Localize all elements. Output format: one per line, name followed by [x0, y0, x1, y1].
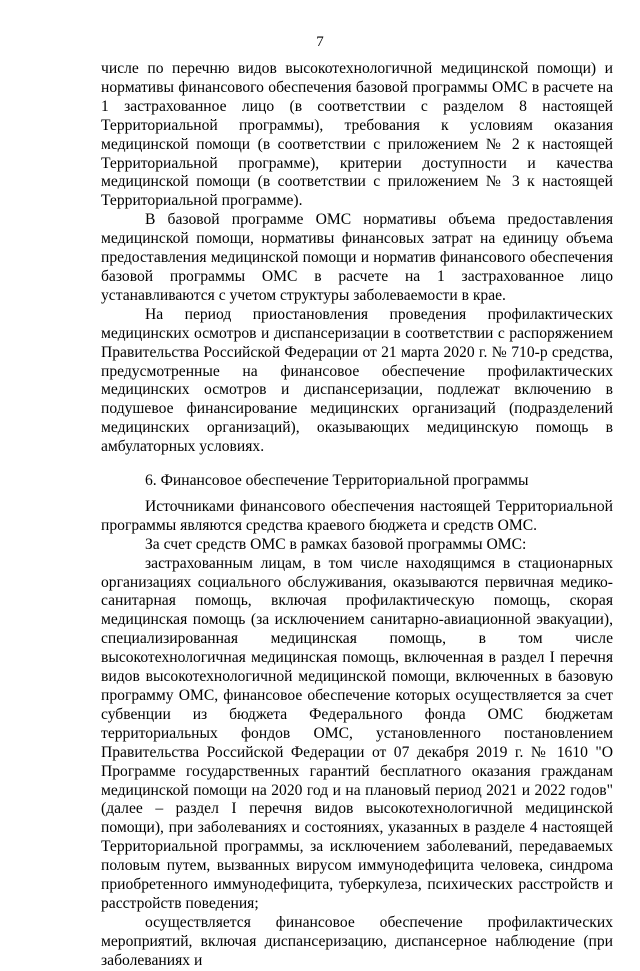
paragraph-preventive-measures: осуществляется финансовое обеспечение профилактических мероприятий, включая диспансеризацию, диспансерное наблюдение (при заболеваниях и [101, 913, 613, 969]
page-number: 7 [316, 34, 324, 50]
document-body [101, 60, 613, 971]
paragraph-suspension-period: На период приостановления проведения профилактических медицинских осмотров и диспансеризации в соответствии с распоряжением Правительства Российской Федерации от 21 марта 2020 г. № 710-р средства, предусмотренные на финансовое обеспечение профилактических медицинских осмотров и диспансеризации, подлежат включению в подушевое финансирование медицинских организаций (подразделений медицинских организаций), оказывающих медицинскую помощь в амбулаторных условиях. [101, 305, 613, 456]
section-heading-financing: 6. Финансовое обеспечение Территориальной программы [145, 472, 529, 490]
paragraph-oms-intro: За счет средств ОМС в рамках базовой программы ОМС: [145, 535, 527, 553]
paragraph-continuation: числе по перечню видов высокотехнологичной медицинской помощи) и нормативы финансового обеспечения базовой программы ОМС в расчете на 1 застрахованное лицо (в соответствии с разделом 8 настоящей Территориальной программы), требования к условиям оказания медицинской помощи (в соответствии с приложением № 2 к настоящей Территориальной программе), критерии доступности и качества медицинской помощи (в соответствии с приложением № 3 к настоящей Территориальной программе). [101, 60, 613, 210]
paragraph-insured-persons: застрахованным лицам, в том числе находящимся в стационарных организациях социального обслуживания, оказываются первичная медико-санитарная помощь, включая профилактическую помощь, скорая медицинская помощь (за исключением санитарно-авиационной эвакуации), специализированная медицинская помощь, в том числе высокотехнологичная медицинская помощь, включенная в раздел I перечня видов высокотехнологичной медицинской помощи, включенных в базовую программу ОМС, финансовое обеспечение которых осуществляется за счет субвенции из бюджета Федерального фонда ОМС бюджетам территориальных фондов ОМС, установленного постановлением Правительства Российской Федерации от 07 декабря 2019 г. № 1610 "О Программе государственных гарантий бесплатного оказания гражданам медицинской помощи на 2020 год и на плановый период 2021 и 2022 годов" (далее – раздел I перечня видов высокотехнологичной медицинской помощи), при заболеваниях и состояниях, указанных в разделе 4 настоящей Территориальной программы, за исключением заболеваний, передаваемых половым путем, вызванных вирусом иммунодефицита человека, синдрома приобретенного иммунодефицита, туберкулеза, психических расстройств и расстройств поведения; [101, 554, 613, 912]
paragraph-funding-sources: Источниками финансового обеспечения настоящей Территориальной программы являются средства краевого бюджета и средств ОМС. [101, 497, 613, 534]
paragraph-base-program-norms: В базовой программе ОМС нормативы объема предоставления медицинской помощи, нормативы финансовых затрат на единицу объема предоставления медицинской помощи и норматив финансового обеспечения базовой программы ОМС в расчете на 1 застрахованное лицо устанавливаются с учетом структуры заболеваемости в крае. [101, 211, 613, 304]
